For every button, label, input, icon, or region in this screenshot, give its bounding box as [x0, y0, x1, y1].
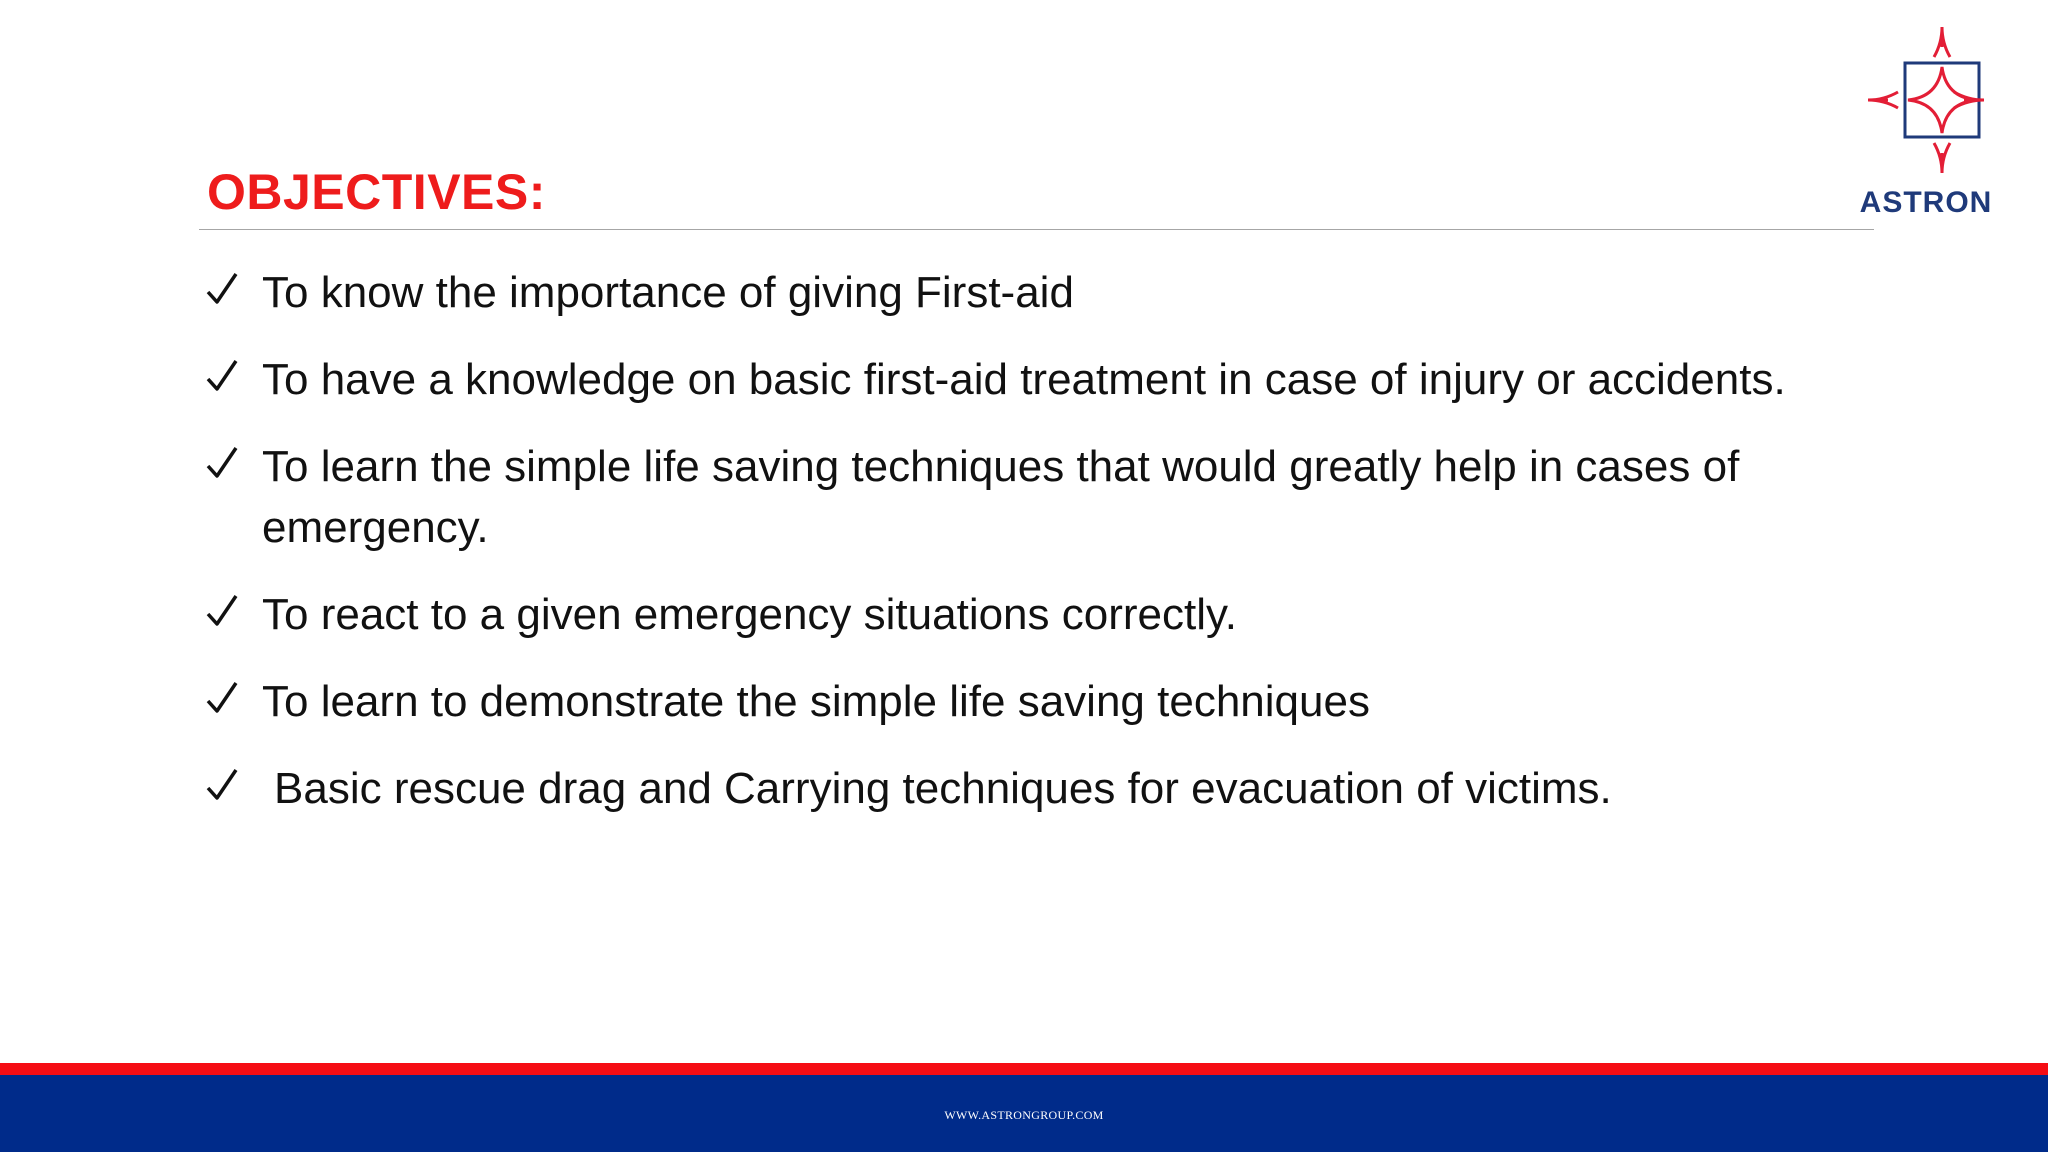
checkmark-icon [205, 766, 239, 806]
logo-text: ASTRON [1859, 186, 1993, 219]
checkmark-icon [205, 357, 239, 397]
objective-text: To learn the simple life saving techniques that would greatly help in cases of emergency. [262, 442, 1740, 552]
objective-text: To react to a given emergency situations correctly. [262, 590, 1237, 639]
list-item [205, 262, 1905, 323]
objective-text: Basic rescue drag and Carrying techniques for evacuation of victims. [274, 764, 1612, 813]
list-item [205, 671, 1905, 732]
objective-text: To know the importance of giving First-aid [262, 268, 1074, 317]
astron-logo [1859, 25, 1993, 220]
checkmark-icon [205, 592, 239, 632]
list-item [205, 584, 1905, 645]
title-divider [199, 229, 1874, 230]
list-item [205, 349, 1905, 410]
objective-text: To have a knowledge on basic first-aid treatment in case of injury or accidents. [262, 355, 1786, 404]
astron-compass-logo-icon [1866, 25, 1986, 180]
objectives-list [205, 262, 1905, 845]
objective-text: To learn to demonstrate the simple life saving techniques [262, 677, 1370, 726]
checkmark-icon [205, 270, 239, 310]
slide-title: OBJECTIVES: [207, 164, 546, 220]
checkmark-icon [205, 679, 239, 719]
footer-url[interactable]: WWW.ASTRONGROUP.COM [944, 1108, 1104, 1122]
checkmark-icon [205, 444, 239, 484]
list-item [205, 436, 1905, 558]
footer-red-stripe [0, 1063, 2048, 1075]
list-item [205, 758, 1905, 819]
